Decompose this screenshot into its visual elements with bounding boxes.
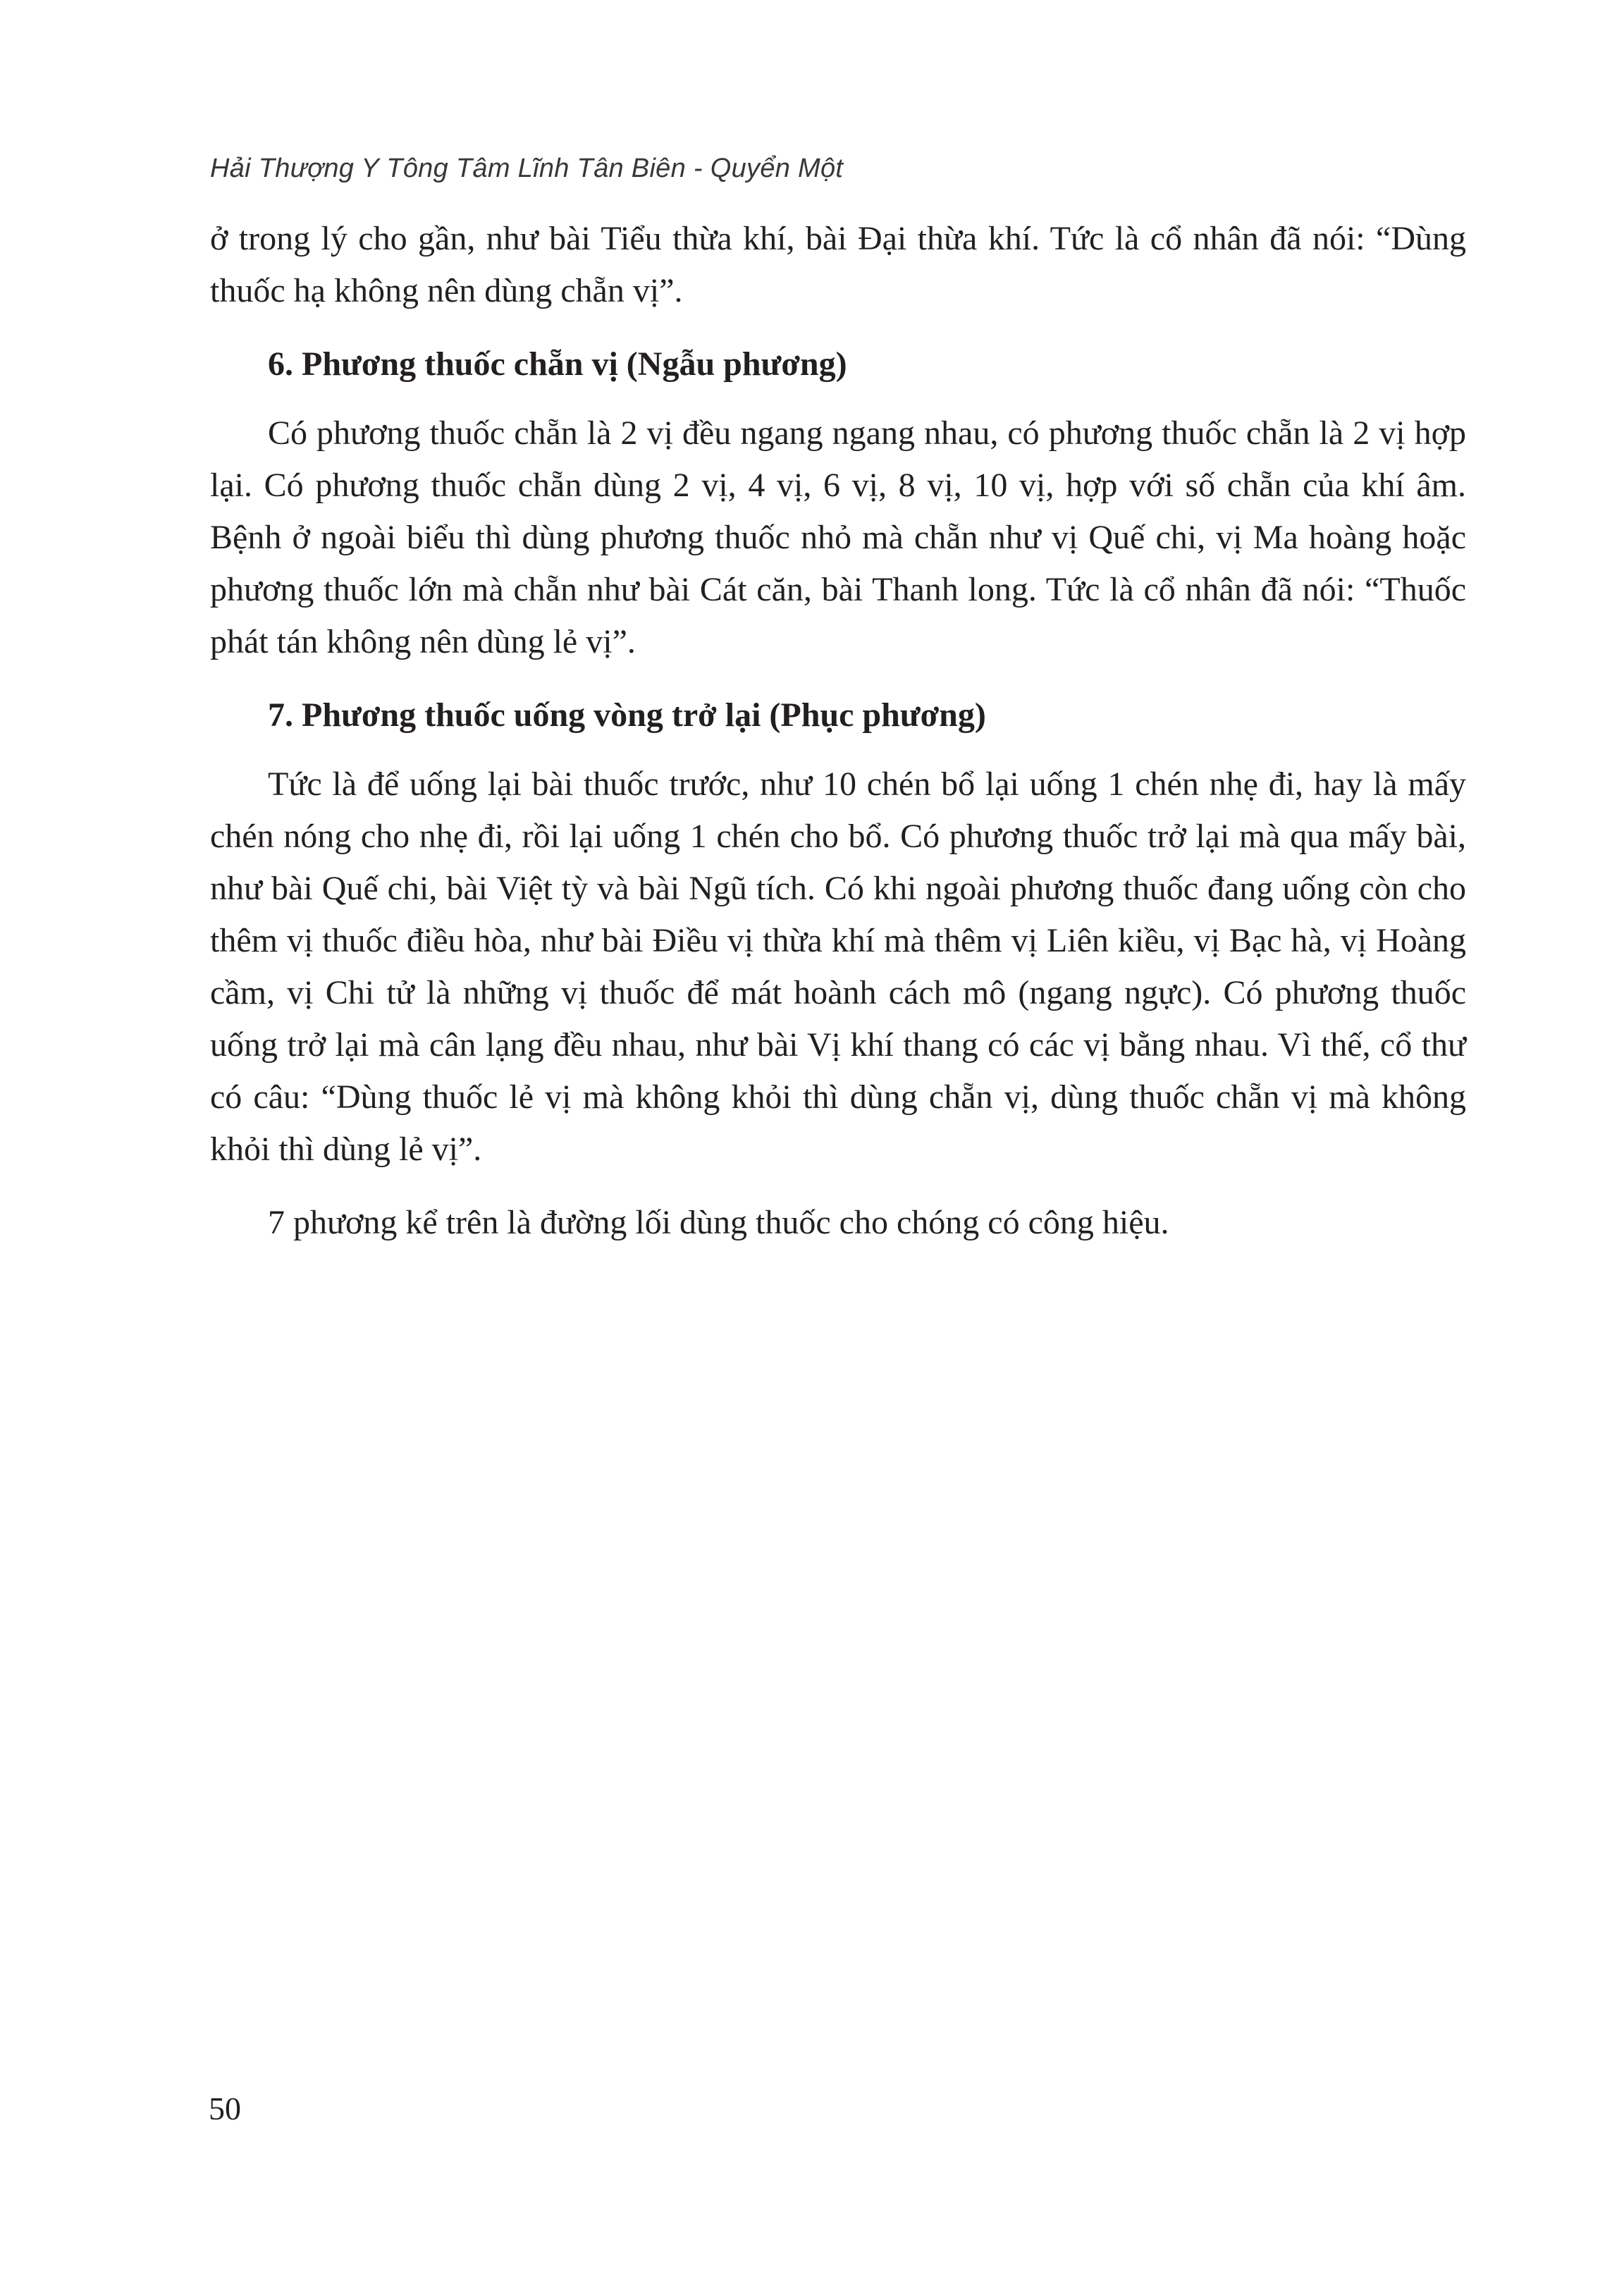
section-7-heading: 7. Phương thuốc uống vòng trở lại (Phục phương) — [268, 696, 986, 734]
section-6-paragraph: Có phương thuốc chẵn là 2 vị đều ngang ngang nhau, có phương thuốc chẵn là 2 vị hợp lại. Có phương thuốc chẵn dùng 2 vị, 4 vị, 6 vị, 8 vị, 10 vị, hợp với số chẵn của khí âm. Bệnh ở ngoài biểu thì dùng phương thuốc nhỏ mà chẵn như vị Quế chi, vị Ma hoàng hoặc phương thuốc lớn mà chẵn như bài Cát căn, bài Thanh long. Tức là cổ nhân đã nói: “Thuốc phát tán không nên dùng lẻ vị”. — [210, 414, 1466, 660]
intro-paragraph: ở trong lý cho gần, như bài Tiểu thừa khí, bài Đại thừa khí. Tức là cổ nhân đã nói: “Dùng thuốc hạ không nên dùng chẵn vị”. — [210, 220, 1466, 309]
running-header: Hải Thượng Y Tông Tâm Lĩnh Tân Biên - Quyển Một — [210, 154, 844, 183]
page-number: 50 — [209, 2091, 241, 2126]
closing-paragraph: 7 phương kể trên là đường lối dùng thuốc cho chóng có công hiệu. — [268, 1204, 1169, 1241]
page-body — [210, 213, 1466, 1249]
section-6-heading: 6. Phương thuốc chẵn vị (Ngẫu phương) — [268, 345, 847, 383]
section-7-paragraph: Tức là để uống lại bài thuốc trước, như 10 chén bổ lại uống 1 chén nhẹ đi, hay là mấy chén nóng cho nhẹ đi, rồi lại uống 1 chén cho bổ. Có phương thuốc trở lại mà qua mấy bài, như bài Quế chi, bài Việt tỳ và bài Ngũ tích. Có khi ngoài phương thuốc đang uống còn cho thêm vị thuốc điều hòa, như bài Điều vị thừa khí mà thêm vị Liên kiều, vị Bạc hà, vị Hoàng cầm, vị Chi tử là những vị thuốc để mát hoành cách mô (ngang ngực). Có phương thuốc uống trở lại mà cân lạng đều nhau, như bài Vị khí thang có các vị bằng nhau. Vì thế, cổ thư có câu: “Dùng thuốc lẻ vị mà không khỏi thì dùng chẵn vị, dùng thuốc chẵn vị mà không khỏi thì dùng lẻ vị”. — [210, 765, 1466, 1168]
